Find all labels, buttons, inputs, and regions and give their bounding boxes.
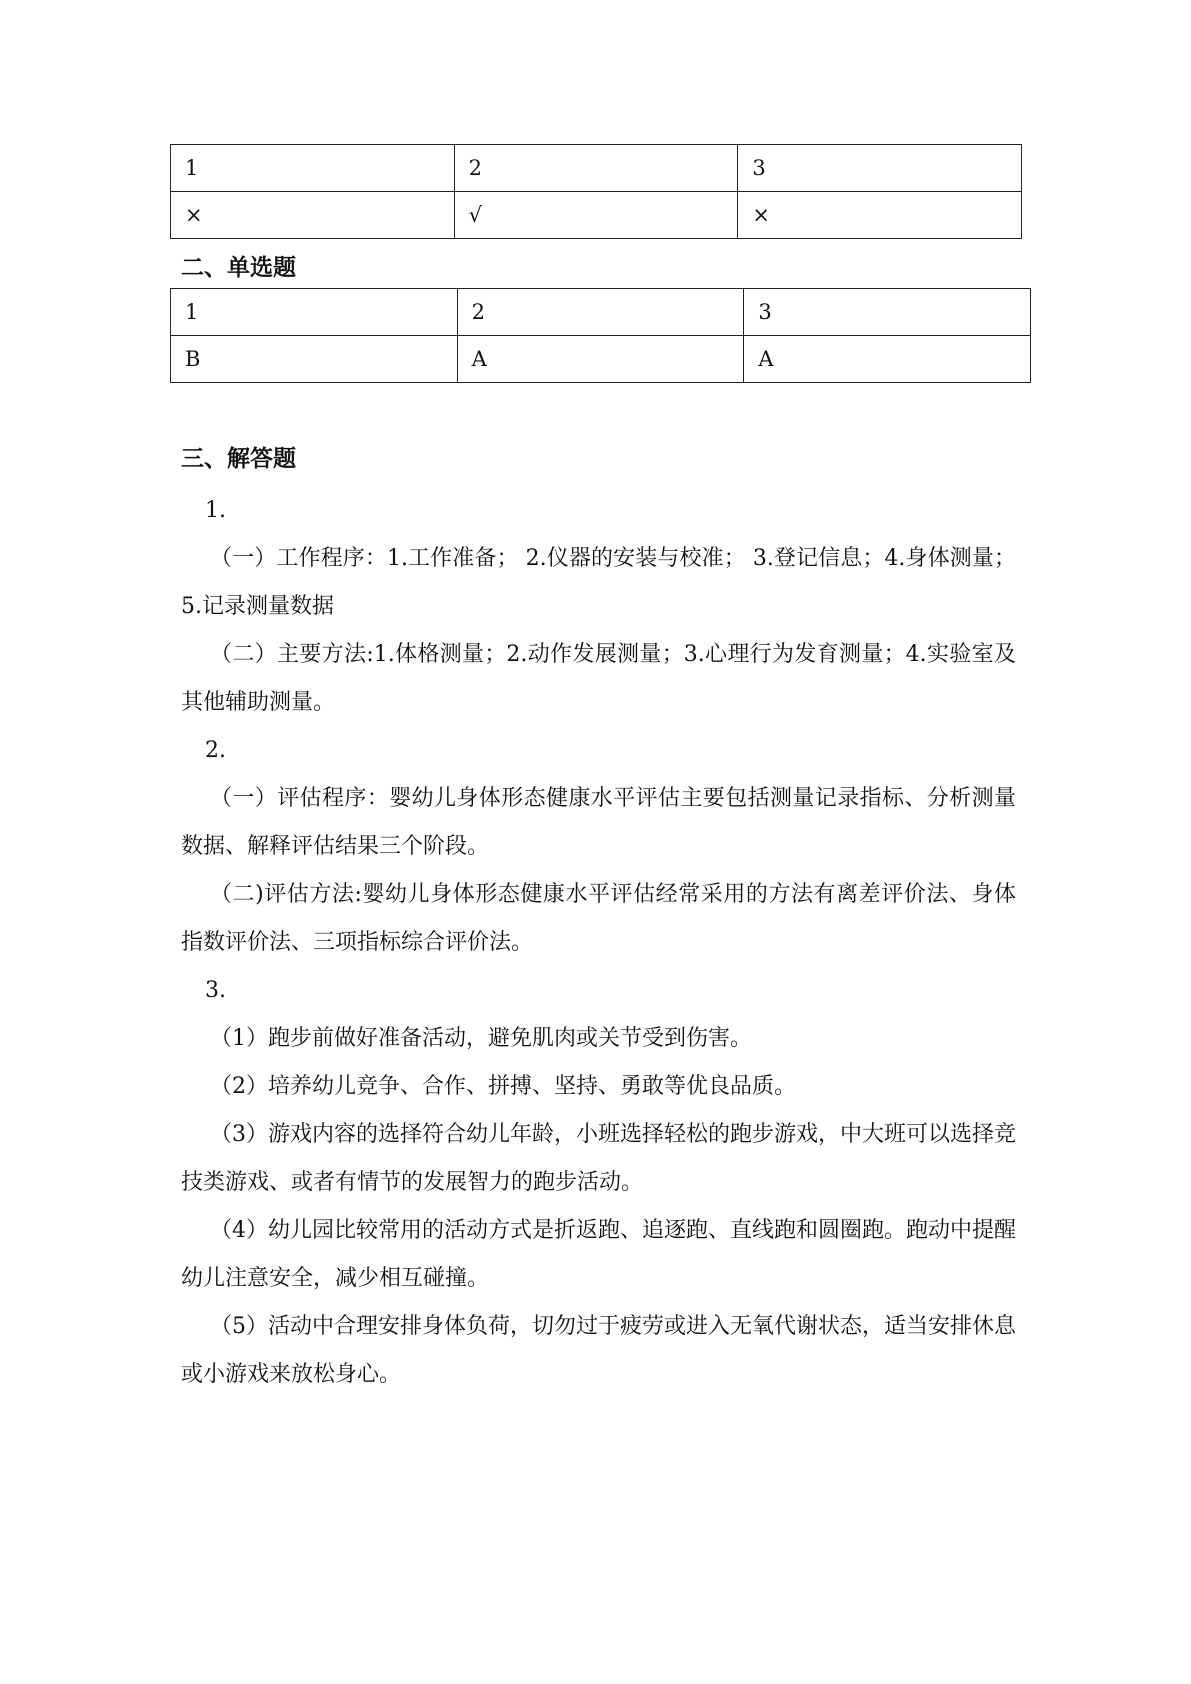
- table-cell: ×: [171, 192, 455, 239]
- answer-paragraph: （5）活动中合理安排身体负荷，切勿过于疲劳或进入无氧代谢状态，适当安排休息或小游戏来放松身心。: [181, 1314, 1016, 1387]
- single-choice-answer-table: [170, 288, 1031, 383]
- answer-paragraph: （一）评估程序：婴幼儿身体形态健康水平评估主要包括测量记录指标、分析测量数据、解释评估结果三个阶段。: [181, 786, 1016, 859]
- table-cell: √: [454, 192, 738, 239]
- section-heading-short-answer: 三、解答题: [181, 446, 296, 472]
- answer-paragraph: （3）游戏内容的选择符合幼儿年龄，小班选择轻松的跑步游戏，中大班可以选择竞技类游戏、或者有情节的发展智力的跑步活动。: [181, 1122, 1016, 1195]
- table-cell: A: [744, 336, 1031, 383]
- table-cell: 3: [744, 289, 1031, 336]
- table-row: [171, 192, 1022, 239]
- table-cell: 2: [454, 145, 738, 192]
- short-answer-body: [181, 487, 1016, 1399]
- table-cell: ×: [738, 192, 1022, 239]
- table-header-row: [171, 289, 1031, 336]
- answer-paragraph: （二）主要方法:1.体格测量；2.动作发展测量；3.心理行为发育测量；4.实验室及其他辅助测量。: [181, 642, 1016, 715]
- table-row: [171, 336, 1031, 383]
- question-number: 3.: [205, 978, 226, 1003]
- question-number: 1.: [205, 498, 226, 523]
- table-cell: B: [171, 336, 458, 383]
- table-cell: 2: [457, 289, 744, 336]
- table-cell: 3: [738, 145, 1022, 192]
- answer-paragraph: （一）工作程序：1.工作准备； 2.仪器的安装与校准； 3.登记信息；4.身体测量；5.记录测量数据: [181, 546, 1016, 619]
- table-cell: A: [457, 336, 744, 383]
- question-number: 2.: [205, 738, 226, 763]
- section-heading-single-choice: 二、单选题: [181, 255, 296, 281]
- table-cell: 1: [171, 145, 455, 192]
- answer-paragraph: （二)评估方法:婴幼儿身体形态健康水平评估经常采用的方法有离差评价法、身体指数评价法、三项指标综合评价法。: [181, 882, 1016, 955]
- answer-paragraph: （4）幼儿园比较常用的活动方式是折返跑、追逐跑、直线跑和圆圈跑。跑动中提醒幼儿注意安全，减少相互碰撞。: [181, 1218, 1016, 1291]
- true-false-answer-table: [170, 144, 1022, 239]
- answer-paragraph: （2）培养幼儿竞争、合作、拼搏、坚持、勇敢等优良品质。: [210, 1074, 796, 1099]
- table-cell: 1: [171, 289, 458, 336]
- table-header-row: [171, 145, 1022, 192]
- answer-paragraph: （1）跑步前做好准备活动，避免肌肉或关节受到伤害。: [210, 1026, 752, 1051]
